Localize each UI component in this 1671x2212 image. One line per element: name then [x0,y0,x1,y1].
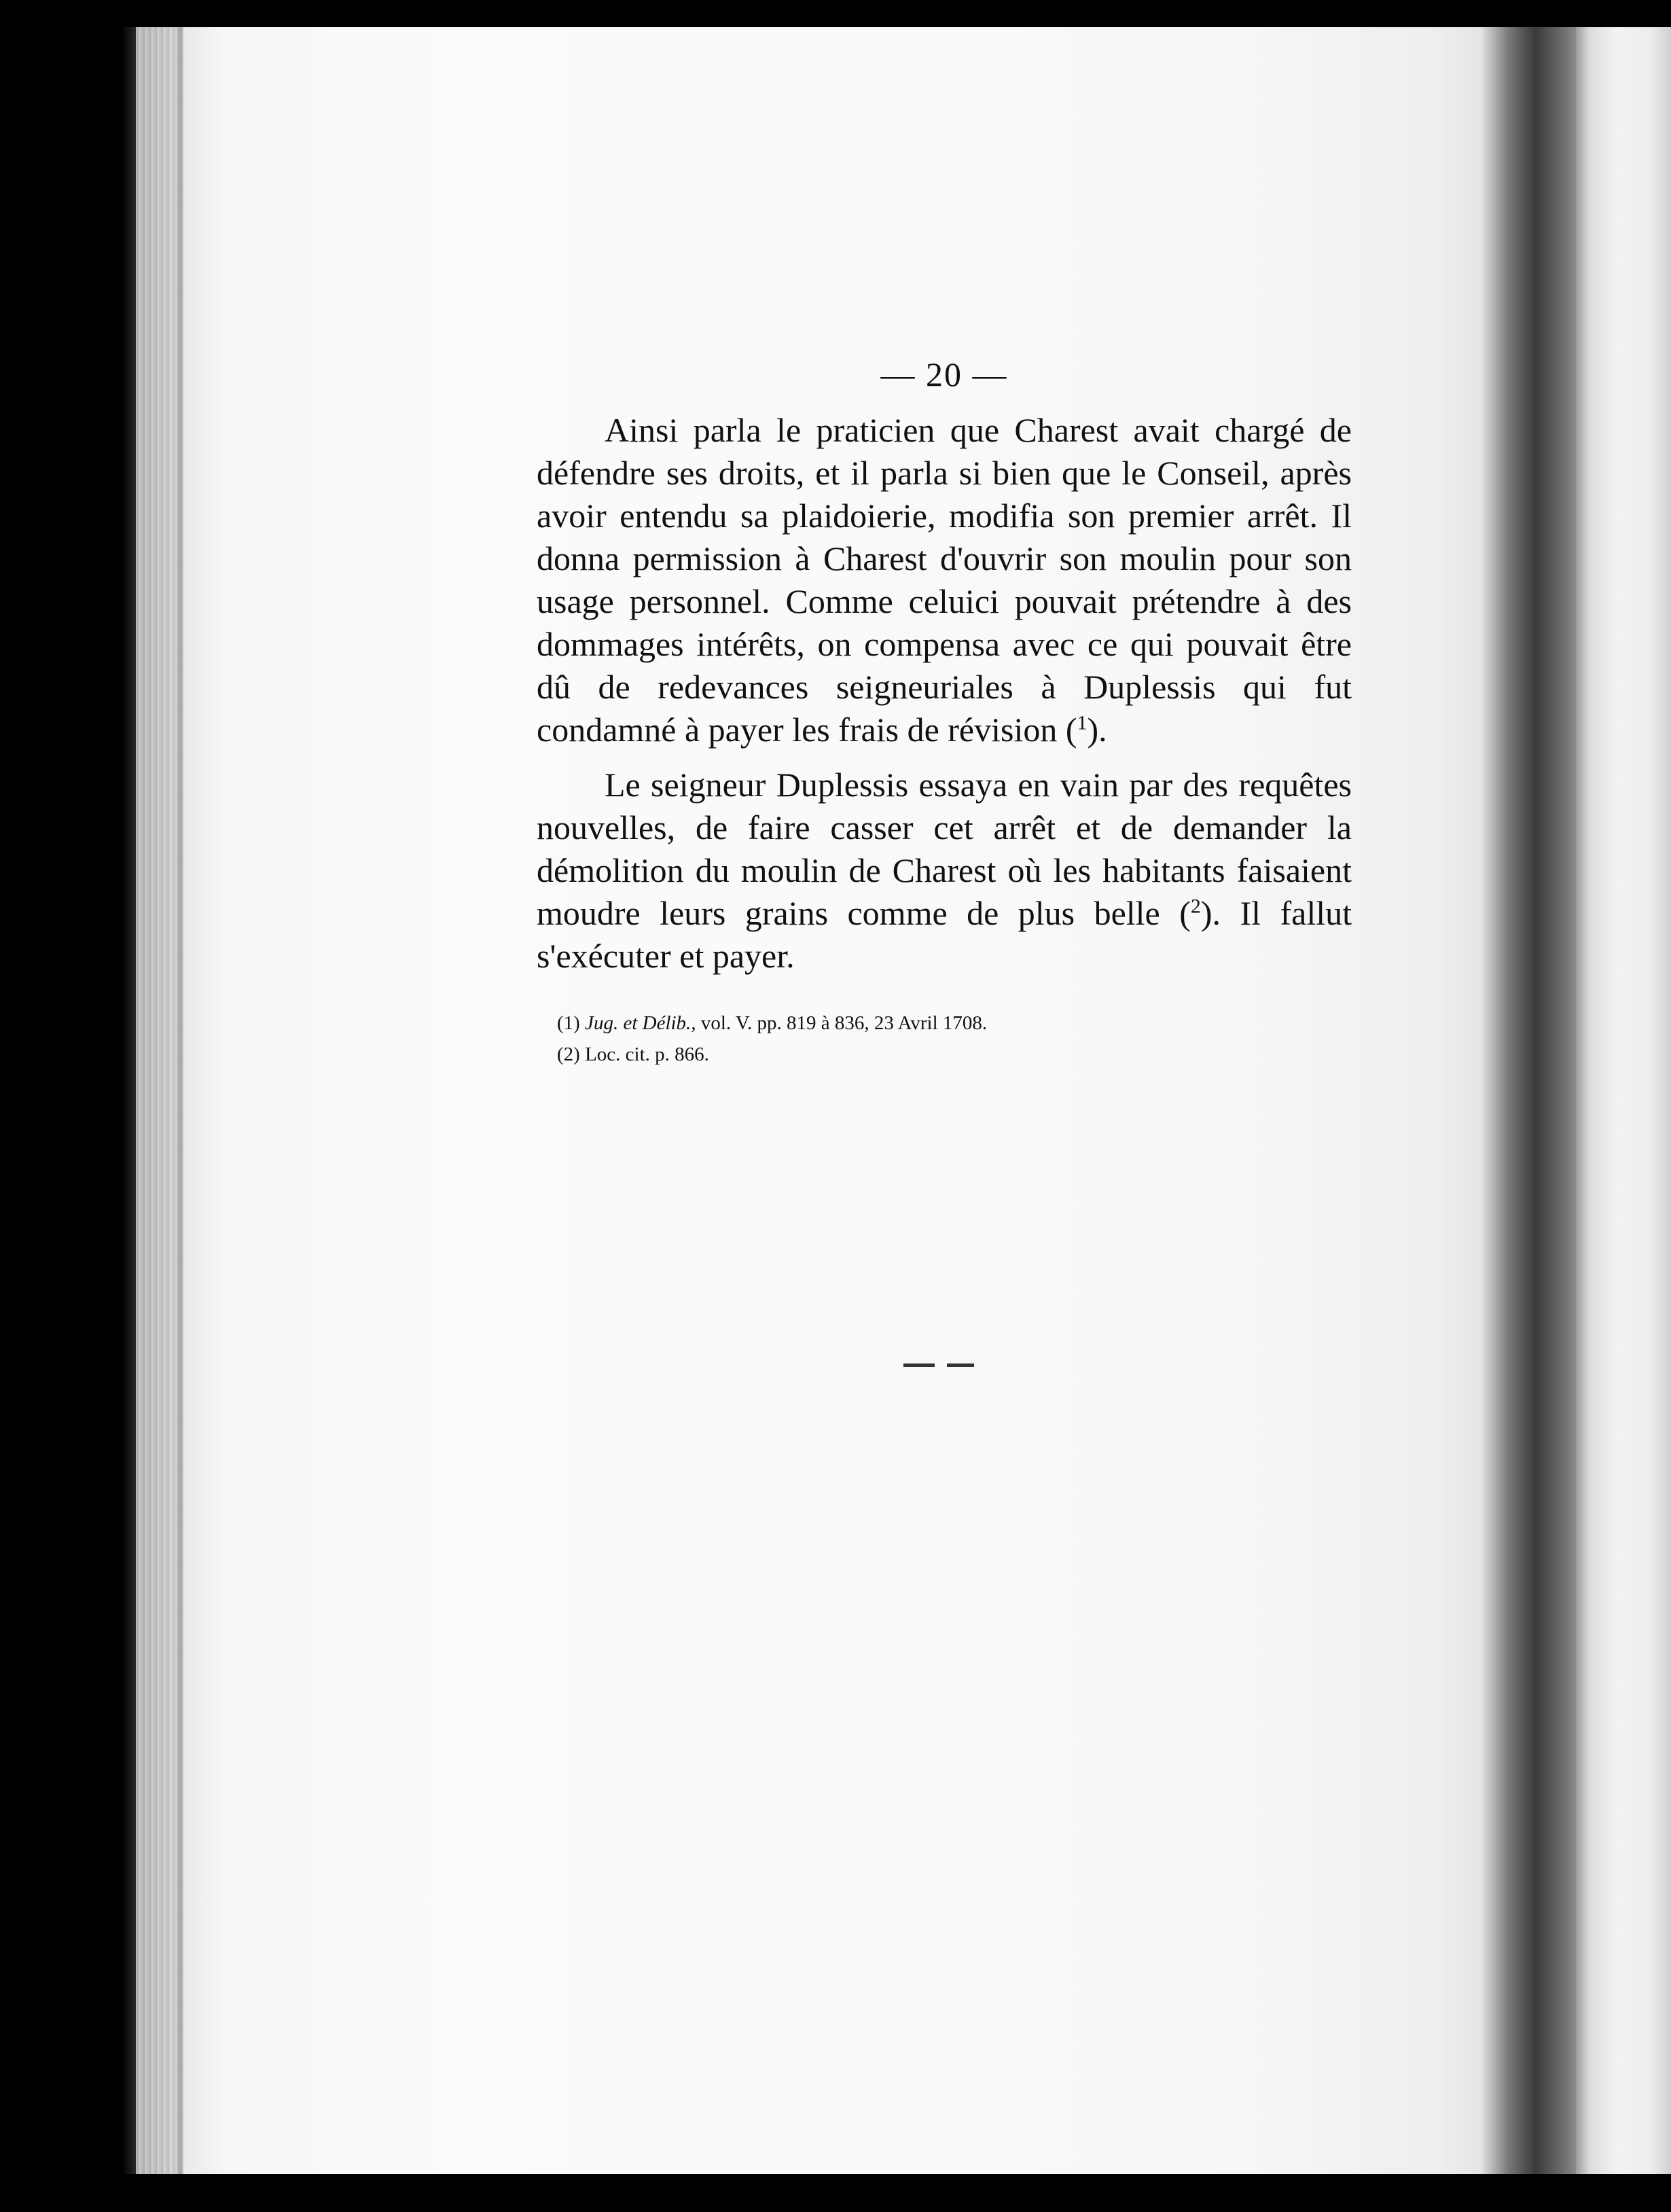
end-ornament [903,1359,978,1364]
paragraph-2 [537,764,1352,978]
next-page-edge [1576,0,1671,2212]
paragraph-1 [537,409,1352,751]
scan-border-bottom [0,2174,1671,2212]
page-text-block [537,353,1352,1070]
note-paren-close: ). [1200,894,1221,932]
paragraph-1-text: Ainsi parla le praticien que Charest avait chargé de défendre ses droits, et il parla si bien que le Conseil, après avoir entendu sa plaidoierie, modifia son premier arrêt. Il donna permission à Charest d'ouvrir son moulin pour son usage personnel. Comme celuici pouvait prétendre à des dommages intérêts, on compensa avec ce qui pouvait être dû de redevances seigneuriales à Duplessis qui fut condamné à payer les frais de révision [537,411,1352,749]
gutter-shadow-right [1481,0,1576,2212]
paragraph-2-text: Le seigneur Duplessis essaya en vain par des requêtes nouvelles, de faire casser cet arrêt et de demander la démolition du moulin de Charest où les habitants faisaient moudre leurs grains comme de plus belle [537,766,1352,932]
note-paren-open: ( [1065,711,1077,749]
ornament-gap [937,1363,944,1367]
page-edges-left [136,0,190,2212]
footnote-1-source: Jug. et Délib. [585,1012,691,1034]
ornament-dash-right [947,1363,974,1367]
paper-page [183,0,1535,2212]
note-paren-open: ( [1179,894,1191,932]
note-paren-close: ). [1087,711,1107,749]
footnote-2 [557,1039,1352,1070]
ornament-dash-left [903,1363,935,1367]
footnote-ref-1: 1 [1077,711,1088,734]
footnote-1-details: , vol. V. pp. 819 à 836, 23 Avril 1708. [691,1012,988,1034]
footnote-ref-2: 2 [1190,895,1201,918]
footnote-1 [557,1007,1352,1039]
footnote-1-marker: (1) [557,1012,580,1034]
scan-border-top [0,0,1671,27]
footnote-2-details: Loc. cit. p. 866. [585,1043,709,1065]
footnote-2-marker: (2) [557,1043,580,1065]
page-number: — 20 — [880,355,1008,393]
footnotes [537,1007,1352,1070]
paragraph-2-tail: Il fallut s'exécuter et payer. [537,894,1352,975]
